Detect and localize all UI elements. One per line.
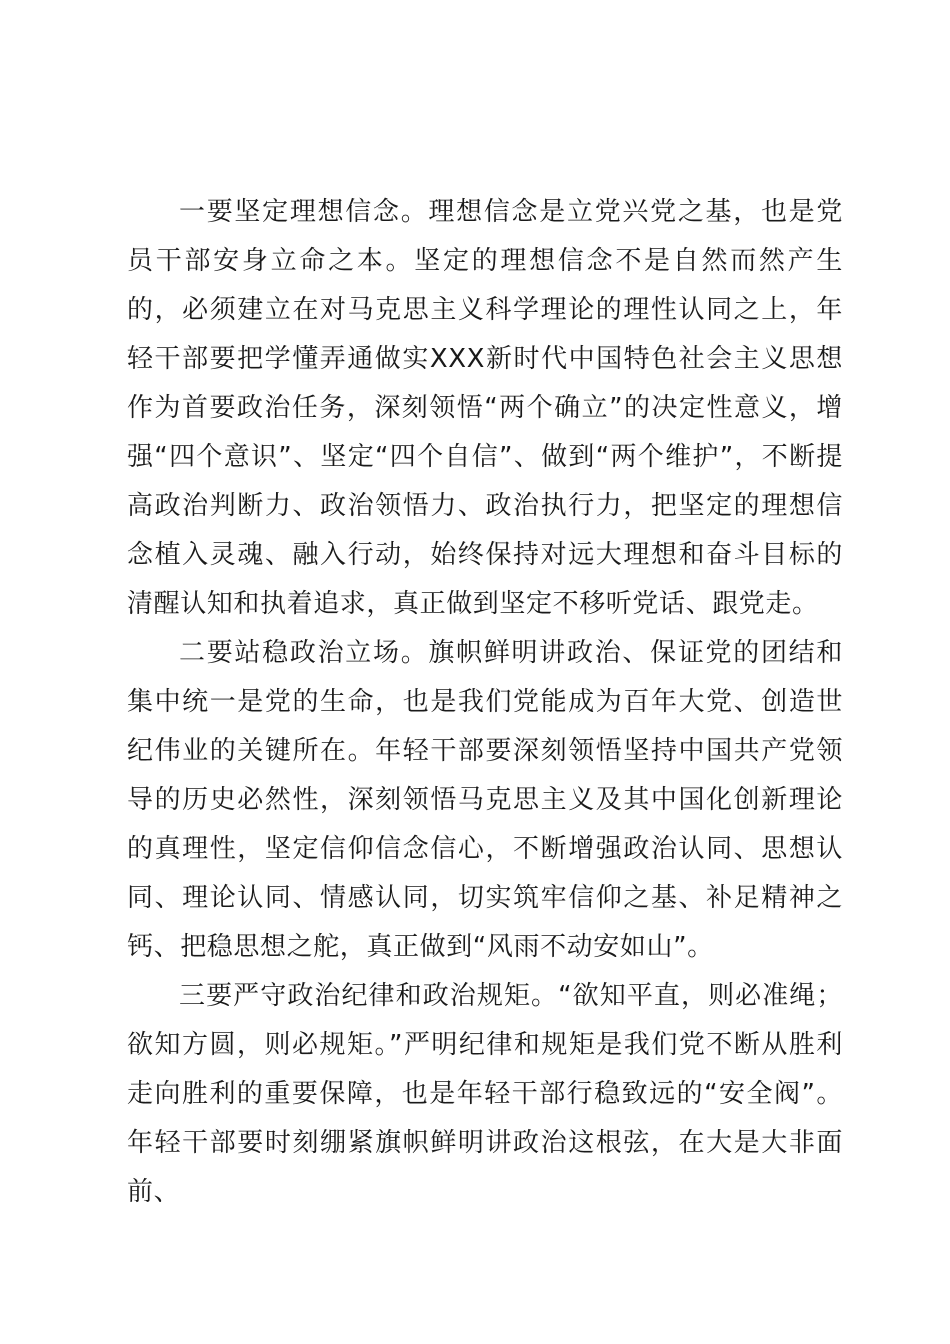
document-body (127, 188, 843, 1217)
paragraph-political-discipline: 三要严守政治纪律和政治规矩。“欲知平直，则必准绳；欲知方圆，则必规矩。”严明纪律和规矩是我们党不断从胜利走向胜利的重要保障，也是年轻干部行稳致远的“安全阀”。年轻干部要时刻绷紧旗帜鲜明讲政治这根弦，在大是大非面前、 (127, 981, 843, 1207)
paragraph-political-stance: 二要站稳政治立场。旗帜鲜明讲政治、保证党的团结和集中统一是党的生命，也是我们党能成为百年大党、创造世纪伟业的关键所在。年轻干部要深刻领悟坚持中国共产党领导的历史必然性，深刻领悟马克思主义及其中国化创新理论的真理性，坚定信仰信念信心，不断增强政治认同、思想认同、理论认同、情感认同，切实筑牢信仰之基、补足精神之钙、把稳思想之舵，真正做到“风雨不动安如山”。 (127, 638, 843, 962)
paragraph-firm-ideals: 一要坚定理想信念。理想信念是立党兴党之基，也是党员干部安身立命之本。坚定的理想信念不是自然而然产生的，必须建立在对马克思主义科学理论的理性认同之上，年轻干部要把学懂弄通做实XXX新时代中国特色社会主义思想作为首要政治任务，深刻领悟“两个确立”的决定性意义，增强“四个意识”、坚定“四个自信”、做到“两个维护”，不断提高政治判断力、政治领悟力、政治执行力，把坚定的理想信念植入灵魂、融入行动，始终保持对远大理想和奋斗目标的清醒认知和执着追求，真正做到坚定不移听党话、跟党走。 (127, 197, 843, 619)
